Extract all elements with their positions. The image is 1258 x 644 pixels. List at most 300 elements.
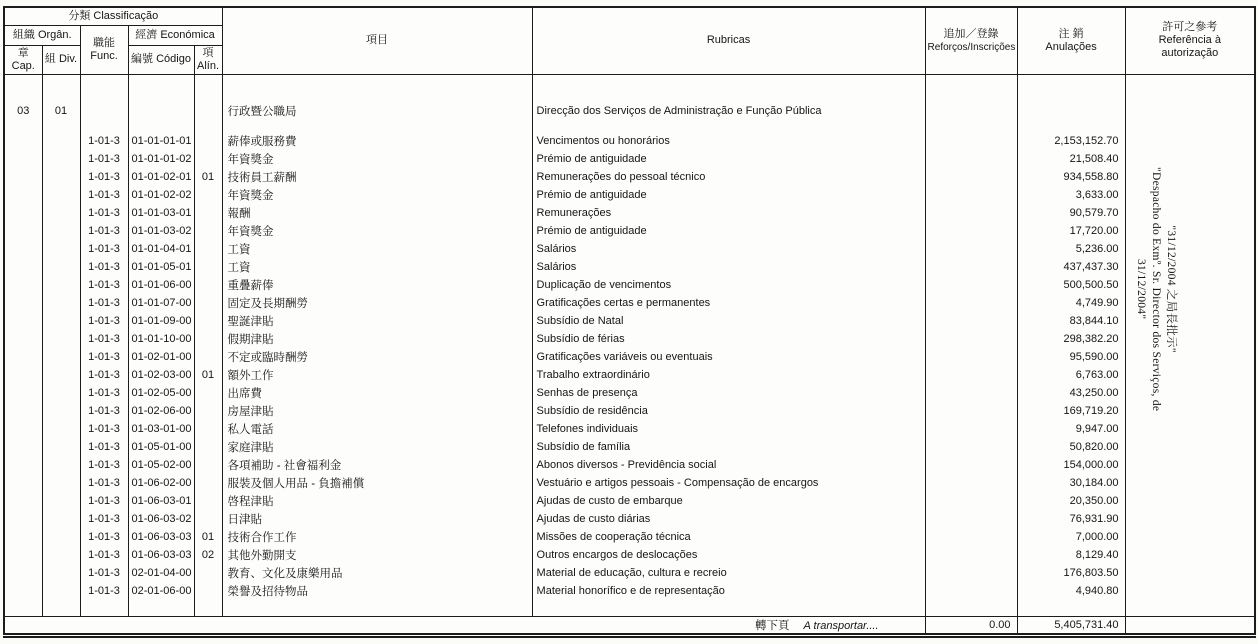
cell-anulacoes: 9,947.00	[1017, 420, 1125, 438]
cell-cap	[4, 456, 42, 474]
cell-alin: 01	[194, 528, 222, 546]
cell-reforcos	[925, 438, 1017, 456]
authorization-note-line: "Despacho do Exmº. Sr. Director dos Serviços, de	[1149, 166, 1162, 411]
cell-div	[42, 186, 80, 204]
cell-codigo: 01-02-06-00	[128, 402, 194, 420]
table-row	[4, 384, 1255, 402]
cell-reforcos	[925, 384, 1017, 402]
cell-reforcos	[925, 348, 1017, 366]
cell-cap	[4, 474, 42, 492]
cell-rubrica: Missões de cooperação técnica	[532, 528, 925, 546]
cell-func: 1-01-3	[80, 402, 128, 420]
header-classificacao: 分類 Classificação	[4, 7, 222, 25]
cell-div: 01	[42, 102, 80, 120]
table-row	[4, 402, 1255, 420]
cell-codigo: 01-01-10-00	[128, 330, 194, 348]
cell-reforcos	[925, 510, 1017, 528]
cell-alin	[194, 402, 222, 420]
cell-rubrica: Abonos diversos - Previdência social	[532, 456, 925, 474]
cell-alin	[194, 204, 222, 222]
authorization-reference-cell	[1125, 74, 1255, 616]
cell-alin	[194, 186, 222, 204]
cell-func: 1-01-3	[80, 582, 128, 600]
cell-alin	[194, 420, 222, 438]
cell-div	[42, 546, 80, 564]
cell-cap	[4, 240, 42, 258]
cell-item: 年資獎金	[222, 186, 532, 204]
cell-codigo: 01-05-01-00	[128, 438, 194, 456]
cell-reforcos	[925, 276, 1017, 294]
cell-alin	[194, 294, 222, 312]
header-anulacoes-pt: Anulações	[1045, 40, 1097, 53]
cell-rubrica: Remunerações	[532, 204, 925, 222]
spacer-row	[4, 120, 1255, 132]
cell-alin	[194, 330, 222, 348]
cell-anulacoes: 7,000.00	[1017, 528, 1125, 546]
cell-func: 1-01-3	[80, 276, 128, 294]
cell-func: 1-01-3	[80, 186, 128, 204]
cell-div	[42, 294, 80, 312]
cell-func: 1-01-3	[80, 294, 128, 312]
cell-anulacoes: 90,579.70	[1017, 204, 1125, 222]
cell-codigo: 01-01-02-02	[128, 186, 194, 204]
department-row	[4, 102, 1255, 120]
cell-func	[80, 102, 128, 120]
table-row	[4, 204, 1255, 222]
cell-div	[42, 222, 80, 240]
cell-codigo: 01-06-03-02	[128, 510, 194, 528]
cell-anulacoes: 5,236.00	[1017, 240, 1125, 258]
cell-cap	[4, 564, 42, 582]
cell-item: 不定或臨時酬勞	[222, 348, 532, 366]
cell-reforcos	[925, 312, 1017, 330]
cell-div	[42, 438, 80, 456]
table-row	[4, 564, 1255, 582]
header-reforcos-zh: 追加／登錄	[943, 27, 999, 40]
cell-reforcos	[925, 420, 1017, 438]
carry-forward-label-pt: A transportar....	[803, 619, 879, 632]
table-row	[4, 438, 1255, 456]
cell-codigo: 01-01-03-02	[128, 222, 194, 240]
header-referencia-zh: 許可之參考	[1162, 21, 1218, 34]
cell-func: 1-01-3	[80, 438, 128, 456]
cell-anulacoes: 169,719.20	[1017, 402, 1125, 420]
header-anulacoes	[1017, 7, 1125, 74]
cell-func: 1-01-3	[80, 528, 128, 546]
table-row	[4, 132, 1255, 150]
spacer-row	[4, 74, 1255, 102]
cell-rubrica: Duplicação de vencimentos	[532, 276, 925, 294]
cell-anulacoes: 8,129.40	[1017, 546, 1125, 564]
cell-div	[42, 348, 80, 366]
cell-rubrica: Subsídio de Natal	[532, 312, 925, 330]
cell-codigo: 02-01-04-00	[128, 564, 194, 582]
cell-func: 1-01-3	[80, 258, 128, 276]
cell-codigo: 01-01-01-02	[128, 150, 194, 168]
header-div: 組 Div.	[42, 45, 80, 74]
cell-codigo: 01-01-03-01	[128, 204, 194, 222]
cell-codigo: 01-06-03-03	[128, 528, 194, 546]
cell-anulacoes: 50,820.00	[1017, 438, 1125, 456]
cell-div	[42, 510, 80, 528]
header-item: 項目	[222, 7, 532, 74]
cell-func: 1-01-3	[80, 492, 128, 510]
cell-func: 1-01-3	[80, 330, 128, 348]
cell-cap	[4, 348, 42, 366]
cell-codigo: 01-03-01-00	[128, 420, 194, 438]
cell-div	[42, 330, 80, 348]
cell-alin	[194, 510, 222, 528]
cell-alin	[194, 222, 222, 240]
cell-codigo: 01-06-03-01	[128, 492, 194, 510]
cell-item: 榮譽及招待物品	[222, 582, 532, 600]
filler-row	[4, 600, 1255, 616]
cell-anulacoes: 83,844.10	[1017, 312, 1125, 330]
cell-reforcos	[925, 294, 1017, 312]
cell-codigo: 01-01-07-00	[128, 294, 194, 312]
cell-reforcos	[925, 474, 1017, 492]
header-reforcos	[925, 7, 1017, 74]
cell-item: 私人電話	[222, 420, 532, 438]
cell-rubrica: Vestuário e artigos pessoais - Compensação de encargos	[532, 474, 925, 492]
cell-rubrica: Subsídio de residência	[532, 402, 925, 420]
cell-rubrica: Material de educação, cultura e recreio	[532, 564, 925, 582]
header-codigo: 編號 Código	[128, 45, 194, 74]
cell-codigo: 01-01-06-00	[128, 276, 194, 294]
cell-anulacoes	[1017, 102, 1125, 120]
cell-div	[42, 204, 80, 222]
cell-rubrica: Salários	[532, 240, 925, 258]
cell-codigo: 01-05-02-00	[128, 456, 194, 474]
cell-item: 工資	[222, 258, 532, 276]
header-economica: 經濟 Económica	[128, 25, 222, 45]
cell-alin	[194, 312, 222, 330]
cell-div	[42, 474, 80, 492]
table-row	[4, 582, 1255, 600]
header-referencia-pt2: autorização	[1161, 47, 1219, 60]
header-cap: 章 Cap.	[4, 45, 42, 74]
cell-reforcos	[925, 132, 1017, 150]
cell-alin	[194, 240, 222, 258]
cell-reforcos	[925, 186, 1017, 204]
cell-item: 各項補助 - 社會福利金	[222, 456, 532, 474]
header-rubricas: Rubricas	[532, 7, 925, 74]
cell-codigo: 01-01-04-01	[128, 240, 194, 258]
cell-item: 技術合作工作	[222, 528, 532, 546]
table-row	[4, 258, 1255, 276]
cell-anulacoes: 934,558.80	[1017, 168, 1125, 186]
cell-reforcos	[925, 222, 1017, 240]
table-row	[4, 420, 1255, 438]
items-body	[4, 74, 1255, 616]
cell-codigo: 01-02-01-00	[128, 348, 194, 366]
header-referencia-pt1: Referência à	[1158, 34, 1221, 47]
cell-cap	[4, 186, 42, 204]
cell-item: 重疊薪俸	[222, 276, 532, 294]
cell-cap	[4, 168, 42, 186]
table-row	[4, 492, 1255, 510]
cell-rubrica: Trabalho extraordinário	[532, 366, 925, 384]
cell-codigo: 01-06-03-03	[128, 546, 194, 564]
cell-func: 1-01-3	[80, 168, 128, 186]
cell-div	[42, 564, 80, 582]
cell-item: 出席費	[222, 384, 532, 402]
cell-func: 1-01-3	[80, 132, 128, 150]
table-row	[4, 294, 1255, 312]
cell-anulacoes: 17,720.00	[1017, 222, 1125, 240]
cell-reforcos	[925, 204, 1017, 222]
table-row	[4, 546, 1255, 564]
cell-reforcos	[925, 456, 1017, 474]
cell-rubrica: Remunerações do pessoal técnico	[532, 168, 925, 186]
cell-cap	[4, 294, 42, 312]
header-orgao: 組織 Orgân.	[4, 25, 80, 45]
cell-div	[42, 528, 80, 546]
cell-cap	[4, 204, 42, 222]
cell-rubrica: Outros encargos de deslocações	[532, 546, 925, 564]
cell-rubrica: Prémio de antiguidade	[532, 186, 925, 204]
cell-func: 1-01-3	[80, 546, 128, 564]
cell-item: 年資獎金	[222, 222, 532, 240]
cell-alin	[194, 438, 222, 456]
cell-rubrica: Telefones individuais	[532, 420, 925, 438]
table-row	[4, 222, 1255, 240]
cell-rubrica: Prémio de antiguidade	[532, 150, 925, 168]
cell-alin: 02	[194, 546, 222, 564]
cell-anulacoes: 21,508.40	[1017, 150, 1125, 168]
cell-cap	[4, 402, 42, 420]
table-row	[4, 276, 1255, 294]
cell-alin	[194, 456, 222, 474]
cell-anulacoes: 6,763.00	[1017, 366, 1125, 384]
cell-func: 1-01-3	[80, 384, 128, 402]
carry-forward-row	[4, 616, 1255, 635]
cell-alin	[194, 384, 222, 402]
cell-anulacoes: 437,437.30	[1017, 258, 1125, 276]
cell-item: 啓程津貼	[222, 492, 532, 510]
cell-func: 1-01-3	[80, 456, 128, 474]
cell-div	[42, 492, 80, 510]
cell-anulacoes: 30,184.00	[1017, 474, 1125, 492]
cell-cap	[4, 528, 42, 546]
cell-div	[42, 258, 80, 276]
cell-alin	[194, 474, 222, 492]
cell-anulacoes: 2,153,152.70	[1017, 132, 1125, 150]
carry-forward-label-zh: 轉下頁	[755, 619, 790, 632]
cell-reforcos	[925, 492, 1017, 510]
header-anulacoes-zh: 注 銷	[1058, 27, 1084, 40]
cell-reforcos	[925, 102, 1017, 120]
authorization-note	[1133, 167, 1178, 411]
cell-rubrica: Salários	[532, 258, 925, 276]
header-func	[80, 25, 128, 74]
cell-rubrica: Vencimentos ou honorários	[532, 132, 925, 150]
cell-reforcos	[925, 546, 1017, 564]
cell-cap: 03	[4, 102, 42, 120]
authorization-note-line: "31/12/2004 之局長批示"	[1164, 224, 1177, 353]
cell-rubrica: Direcção dos Serviços de Administração e Função Pública	[532, 102, 925, 120]
table-row	[4, 330, 1255, 348]
cell-div	[42, 366, 80, 384]
cell-func: 1-01-3	[80, 348, 128, 366]
cell-div	[42, 420, 80, 438]
cell-rubrica: Ajudas de custo de embarque	[532, 492, 925, 510]
cell-codigo	[128, 102, 194, 120]
cell-cap	[4, 132, 42, 150]
cell-func: 1-01-3	[80, 420, 128, 438]
cell-alin	[194, 564, 222, 582]
footer-reforcos-total: 0.00	[925, 616, 1017, 635]
cell-cap	[4, 258, 42, 276]
cell-codigo: 02-01-06-00	[128, 582, 194, 600]
cell-anulacoes: 95,590.00	[1017, 348, 1125, 366]
cell-func: 1-01-3	[80, 240, 128, 258]
cell-cap	[4, 492, 42, 510]
cell-alin: 01	[194, 366, 222, 384]
table-row	[4, 168, 1255, 186]
cell-anulacoes: 43,250.00	[1017, 384, 1125, 402]
cell-func: 1-01-3	[80, 564, 128, 582]
cell-reforcos	[925, 168, 1017, 186]
cell-codigo: 01-01-05-01	[128, 258, 194, 276]
cell-codigo: 01-01-02-01	[128, 168, 194, 186]
cell-func: 1-01-3	[80, 510, 128, 528]
table-header	[4, 7, 1255, 74]
cell-div	[42, 384, 80, 402]
table-row	[4, 186, 1255, 204]
cell-anulacoes: 500,500.50	[1017, 276, 1125, 294]
header-func-zh: 職能	[93, 36, 115, 49]
cell-reforcos	[925, 528, 1017, 546]
table-row	[4, 528, 1255, 546]
cell-alin	[194, 132, 222, 150]
carry-forward-label	[4, 616, 925, 635]
cell-func: 1-01-3	[80, 312, 128, 330]
cell-cap	[4, 510, 42, 528]
cell-alin	[194, 348, 222, 366]
cell-item: 工資	[222, 240, 532, 258]
cell-item: 報酬	[222, 204, 532, 222]
cell-cap	[4, 312, 42, 330]
cell-item: 假期津貼	[222, 330, 532, 348]
cell-func: 1-01-3	[80, 366, 128, 384]
cell-alin	[194, 582, 222, 600]
cell-reforcos	[925, 564, 1017, 582]
cell-item: 家庭津貼	[222, 438, 532, 456]
cell-item: 固定及長期酬勞	[222, 294, 532, 312]
cell-cap	[4, 276, 42, 294]
cell-rubrica: Gratificações certas e permanentes	[532, 294, 925, 312]
cell-rubrica: Senhas de presença	[532, 384, 925, 402]
cell-reforcos	[925, 240, 1017, 258]
cell-func: 1-01-3	[80, 222, 128, 240]
cell-codigo: 01-02-05-00	[128, 384, 194, 402]
cell-item: 行政暨公職局	[222, 102, 532, 120]
cell-codigo: 01-06-02-00	[128, 474, 194, 492]
cell-item: 房屋津貼	[222, 402, 532, 420]
cell-item: 額外工作	[222, 366, 532, 384]
table-row	[4, 348, 1255, 366]
cell-anulacoes: 20,350.00	[1017, 492, 1125, 510]
cell-alin	[194, 492, 222, 510]
budget-table	[3, 6, 1256, 638]
cell-reforcos	[925, 258, 1017, 276]
cell-div	[42, 132, 80, 150]
cell-cap	[4, 330, 42, 348]
cell-anulacoes: 4,749.90	[1017, 294, 1125, 312]
cell-reforcos	[925, 366, 1017, 384]
table-row	[4, 474, 1255, 492]
header-referencia	[1125, 7, 1255, 74]
cell-div	[42, 582, 80, 600]
cell-alin	[194, 258, 222, 276]
cell-reforcos	[925, 402, 1017, 420]
cell-cap	[4, 546, 42, 564]
cell-div	[42, 312, 80, 330]
cell-alin	[194, 150, 222, 168]
cell-item: 服裝及個人用品 - 負擔補償	[222, 474, 532, 492]
table-row	[4, 240, 1255, 258]
cell-codigo: 01-02-03-00	[128, 366, 194, 384]
cell-div	[42, 456, 80, 474]
cell-alin	[194, 276, 222, 294]
header-func-pt: Func.	[90, 49, 118, 62]
cell-cap	[4, 150, 42, 168]
cell-cap	[4, 582, 42, 600]
cell-item: 日津貼	[222, 510, 532, 528]
cell-cap	[4, 366, 42, 384]
cell-item: 技術員工薪酬	[222, 168, 532, 186]
cell-cap	[4, 384, 42, 402]
cell-cap	[4, 438, 42, 456]
cell-item: 教育、文化及康樂用品	[222, 564, 532, 582]
cell-item: 其他外勤開支	[222, 546, 532, 564]
cell-item: 薪俸或服務費	[222, 132, 532, 150]
cell-func: 1-01-3	[80, 204, 128, 222]
cell-div	[42, 150, 80, 168]
cell-rubrica: Gratificações variáveis ou eventuais	[532, 348, 925, 366]
footer-anulacoes-total: 5,405,731.40	[1017, 616, 1125, 635]
cell-div	[42, 276, 80, 294]
cell-rubrica: Subsídio de férias	[532, 330, 925, 348]
cell-rubrica: Material honorífico e de representação	[532, 582, 925, 600]
cell-div	[42, 402, 80, 420]
cell-item: 聖誕津貼	[222, 312, 532, 330]
cell-cap	[4, 222, 42, 240]
cell-item: 年資獎金	[222, 150, 532, 168]
cell-anulacoes: 3,633.00	[1017, 186, 1125, 204]
cell-div	[42, 240, 80, 258]
table-footer	[4, 616, 1255, 635]
table-row	[4, 366, 1255, 384]
cell-anulacoes: 154,000.00	[1017, 456, 1125, 474]
cell-codigo: 01-01-01-01	[128, 132, 194, 150]
cell-func: 1-01-3	[80, 474, 128, 492]
table-row	[4, 456, 1255, 474]
cell-rubrica: Subsídio de família	[532, 438, 925, 456]
cell-div	[42, 168, 80, 186]
header-reforcos-pt: Reforços/Inscrições	[927, 41, 1016, 53]
cell-anulacoes: 76,931.90	[1017, 510, 1125, 528]
cell-alin	[194, 102, 222, 120]
cell-reforcos	[925, 330, 1017, 348]
table-row	[4, 312, 1255, 330]
cell-cap	[4, 420, 42, 438]
table-row	[4, 510, 1255, 528]
cell-reforcos	[925, 150, 1017, 168]
cell-codigo: 01-01-09-00	[128, 312, 194, 330]
footer-referencia-empty	[1125, 616, 1255, 635]
